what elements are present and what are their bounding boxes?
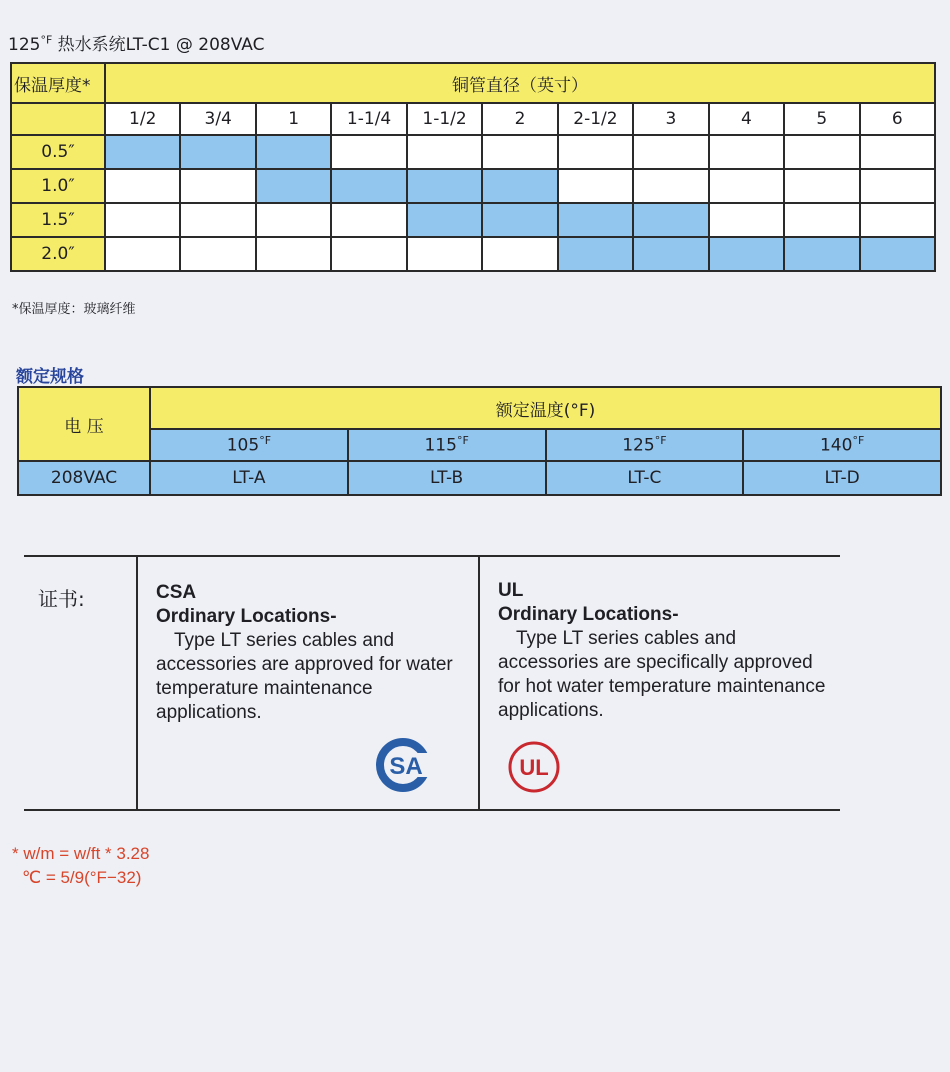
applicable-cell	[633, 237, 708, 271]
applicable-cell	[482, 169, 557, 203]
applicable-cell	[407, 203, 482, 237]
corner-cell	[11, 103, 105, 135]
temp-cell	[150, 429, 348, 461]
empty-cell	[180, 203, 255, 237]
empty-cell	[784, 135, 859, 169]
size-header: 2	[482, 103, 557, 135]
model-cell: LT-C	[546, 461, 744, 495]
empty-cell	[105, 169, 180, 203]
empty-cell	[558, 169, 633, 203]
ul-heading: Ordinary Locations-	[498, 604, 679, 625]
applicable-cell	[331, 169, 406, 203]
footnote	[12, 842, 149, 890]
csa-column	[156, 581, 466, 725]
empty-cell	[256, 237, 331, 271]
temp-cell	[546, 429, 744, 461]
applicable-cell	[407, 169, 482, 203]
footnote-line-1: * w/m = w/ft * 3.28	[12, 844, 150, 863]
model-cell: LT-D	[743, 461, 941, 495]
empty-cell	[482, 237, 557, 271]
applicable-cell	[860, 237, 935, 271]
ul-logo-text: UL	[519, 755, 549, 780]
applicable-cell	[105, 135, 180, 169]
thickness-label: 0.5″	[11, 135, 105, 169]
certificates-box	[24, 555, 840, 811]
model-cell: LT-A	[150, 461, 348, 495]
empty-cell	[709, 169, 784, 203]
temp-unit: °F	[654, 434, 667, 448]
empty-cell	[633, 135, 708, 169]
empty-cell	[633, 169, 708, 203]
temp-unit: °F	[259, 434, 272, 448]
empty-cell	[784, 203, 859, 237]
empty-cell	[331, 203, 406, 237]
thickness-label: 2.0″	[11, 237, 105, 271]
size-header: 3	[633, 103, 708, 135]
size-header: 5	[784, 103, 859, 135]
csa-logo-icon	[376, 735, 436, 795]
empty-cell	[407, 135, 482, 169]
size-header: 1-1/4	[331, 103, 406, 135]
thickness-label: 1.0″	[11, 169, 105, 203]
size-header: 1-1/2	[407, 103, 482, 135]
size-header: 2-1/2	[558, 103, 633, 135]
csa-name: CSA	[156, 582, 197, 603]
temp-value: 125	[622, 435, 655, 456]
empty-cell	[256, 203, 331, 237]
table-row	[11, 169, 935, 203]
empty-cell	[860, 203, 935, 237]
applicable-cell	[180, 135, 255, 169]
table-row	[11, 203, 935, 237]
temp-unit: °F	[852, 434, 865, 448]
size-header: 3/4	[180, 103, 255, 135]
csa-text: Type LT series cables and accessories are approved for water temperature maintenance applications.	[156, 630, 453, 723]
ul-text: Type LT series cables and accessories are specifically approved for hot water temperature maintenance applications.	[498, 628, 826, 721]
size-header: 1/2	[105, 103, 180, 135]
insulation-note: *保温厚度：玻璃纤维	[12, 302, 136, 317]
voltage-value: 208VAC	[18, 461, 150, 495]
page-title	[8, 30, 264, 55]
temp-header: 额定温度(°F)	[150, 387, 941, 429]
insulation-table	[10, 62, 936, 272]
temp-cell	[348, 429, 546, 461]
empty-cell	[331, 237, 406, 271]
ul-name: UL	[498, 580, 524, 601]
temp-value: 105	[226, 435, 260, 456]
size-header: 4	[709, 103, 784, 135]
title-text: 热水系统LT-C1 @ 208VAC	[52, 35, 265, 55]
applicable-cell	[784, 237, 859, 271]
empty-cell	[860, 169, 935, 203]
empty-cell	[709, 135, 784, 169]
empty-cell	[105, 237, 180, 271]
footnote-line-2: ℃ = 5/9(°F−32)	[22, 868, 142, 887]
applicable-cell	[558, 203, 633, 237]
rating-table	[17, 386, 942, 496]
ul-logo-icon	[506, 739, 562, 795]
applicable-cell	[633, 203, 708, 237]
title-temp: 125	[8, 35, 41, 55]
thickness-label: 1.5″	[11, 203, 105, 237]
cert-label: 证书:	[38, 587, 85, 611]
empty-cell	[407, 237, 482, 271]
applicable-cell	[256, 135, 331, 169]
section-title: 额定规格	[16, 367, 84, 387]
csa-logo-text: SA	[389, 753, 423, 780]
temp-cell	[743, 429, 941, 461]
applicable-cell	[558, 237, 633, 271]
model-cell: LT-B	[348, 461, 546, 495]
empty-cell	[860, 135, 935, 169]
table-row	[11, 237, 935, 271]
temp-value: 140	[819, 435, 853, 456]
ul-column	[498, 579, 838, 723]
size-header: 1	[256, 103, 331, 135]
size-header: 6	[860, 103, 935, 135]
table-row	[11, 135, 935, 169]
empty-cell	[558, 135, 633, 169]
empty-cell	[105, 203, 180, 237]
empty-cell	[784, 169, 859, 203]
applicable-cell	[482, 203, 557, 237]
title-unit: °F	[40, 33, 53, 47]
empty-cell	[180, 169, 255, 203]
csa-heading: Ordinary Locations-	[156, 606, 337, 627]
empty-cell	[180, 237, 255, 271]
applicable-cell	[256, 169, 331, 203]
voltage-label: 电 压	[18, 387, 150, 461]
temp-value: 115	[424, 435, 457, 456]
temp-unit: °F	[456, 434, 469, 448]
empty-cell	[331, 135, 406, 169]
row-header: 保温厚度*	[11, 63, 105, 103]
empty-cell	[482, 135, 557, 169]
empty-cell	[709, 203, 784, 237]
applicable-cell	[709, 237, 784, 271]
col-header: 铜管直径（英寸）	[105, 63, 935, 103]
